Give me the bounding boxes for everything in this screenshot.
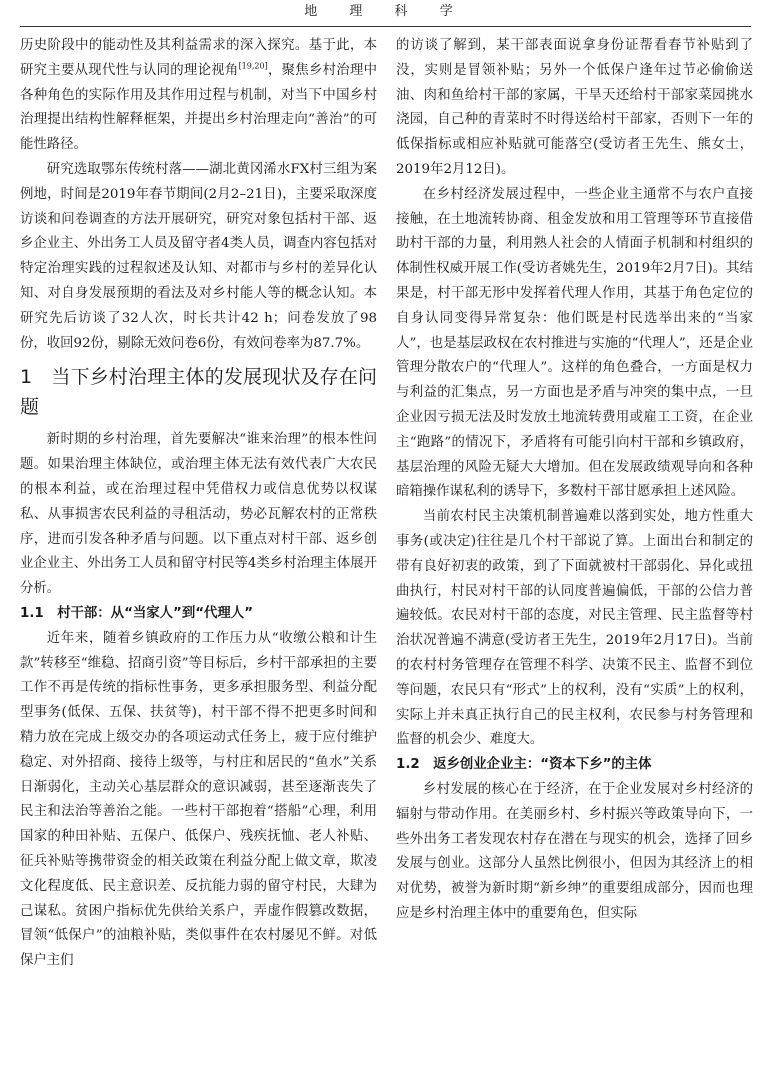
paragraph [20,34,377,158]
journal-title: 地 理 科 学 [304,4,467,19]
subsection-heading: 1.2 返乡创业企业主：“资本下乡”的主体 [396,757,652,773]
paragraph: 当前农村民主决策机制普遍难以落到实处，地方性重大事务(或决定)往往是几个村干部说了算。上面出台和制定的带有良好初衷的政策，到了下面就被村干部弱化、异化或扭曲执行，村民对村干部的认同度普遍偏低，干部的公信力普遍较低。农民对村干部的态度，对民主管理、民主监督等村治状况普遍不满意(受访者王先生，2019年2月17日)。当前的农村村务管理存在管理不科学、决策不民主、监督不到位等问题，农民只有“形式”上的权利，没有“实质”上的权利，实际上并未真正执行自己的民主权利，农民参与村务管理和监督的机会少、难度大。 [396,509,753,748]
running-header [20,0,751,27]
paragraph: 研究选取鄂东传统村落——湖北黄冈浠水FX村三组为案例地，时间是2019年春节期间(2月2–21日)，主要采取深度访谈和问卷调查的方法开展研究，研究对象包括村干部、返乡企业主、外出务工人员及留守者4类人员，调查内容包括对特定治理实践的过程叙述及认知、对都市与乡村的差异化认知、对自身发展预期的看法及对乡村能人等的概念认知。本研究先后访谈了32人次，时长共计42 h；问卷发放了98份，收回92份，剔除无效问卷6份，有效问卷率为87.7%。 [20,161,377,351]
subsection-heading: 1.1 村干部：从“当家人”到“代理人” [20,605,254,621]
left-column [20,34,377,974]
paragraph: 在乡村经济发展过程中，一些企业主通常不与农户直接接触，在土地流转协商、租金发放和用工管理等环节直接借助村干部的力量，利用熟人社会的人情面子机制和村组织的体制性权威开展工作(受访者姚先生，2019年2月7日)。其结果是，村干部无形中发挥着代理人作用，其基于角色定位的自身认同变得异常复杂：他们既是村民选举出来的“当家人”，也是基层政权在农村推进与实施的“代理人”，还是企业管理分散农户的“代理人”。这样的角色叠合，一方面是权力与利益的汇集点，另一方面也是矛盾与冲突的集中点，一旦企业因亏损无法及时发放土地流转费用或雇工工资，在企业主“跑路”的情况下，矛盾将有可能引向村干部和乡镇政府，基层治理的风险无疑大大增加。但在发展政绩观导向和各种暗箱操作谋私利的诱导下，多数村干部甘愿承担上述风险。 [396,186,753,500]
citation: [19,20] [238,61,268,71]
paragraph-text: ，聚焦乡村治理中各种角色的实际作用及其作用过程与机制，对当下中国乡村治理提出结构性解释框架，并提出乡村治理走向“善治”的可能性路径。 [20,62,377,153]
section-heading: 1 当下乡村治理主体的发展现状及存在问题 [20,366,377,419]
paragraph: 乡村发展的核心在于经济，在于企业发展对乡村经济的辐射与带动作用。在美丽乡村、乡村振兴等政策导向下，一些外出务工者发现农村存在潜在与现实的机会，选择了回乡发展与创业。这部分人虽然比例很小，但因为其经济上的相对优势，被誉为新时期“新乡绅”的重要组成部分，因而也理应是乡村治理主体中的重要角色，但实际 [396,781,753,921]
paragraph: 的访谈了解到，某干部表面说拿身份证帮看春节补贴到了没，实则是冒领补贴；另外一个低保户逢年过节必偷偷送油、肉和鱼给村干部的家属，干旱天还给村干部家菜园挑水浇园，自己种的青菜时不时得送给村干部家，否则下一年的低保指标或相应补贴就可能落空(受访者王先生、熊女士，2019年2月12日)。 [396,38,753,177]
paragraph-text: 历史阶段中的能动性及其利益需求的深入探究。基于此，本研究主要从现代性与认同的理论视角 [20,38,377,78]
right-column [396,34,753,927]
paragraph: 近年来，随着乡镇政府的工作压力从“收缴公粮和计生款”转移至“维稳、招商引资”等目标后，乡村干部承担的主要工作不再是传统的指标性事务，更多承担服务型、利益分配型事务(低保、五保、扶贫等)，村干部不得不把更多时间和精力放在完成上级交办的各项运动式任务上，疲于应付维护稳定、对外招商、接待上级等，与村庄和居民的“鱼水”关系日渐弱化，主动关心基层群众的意识减弱，甚至逐渐丧失了民主和法治等善治之能。一些村干部抱着“搭船”心理，利用国家的种田补贴、五保户、低保户、残疾抚恤、老人补贴、征兵补贴等携带资金的相关政策在利益分配上做文章，欺凌文化程度低、民主意识差、反抗能力弱的留守村民，大肆为己谋私。贫困户指标优先供给关系户，弄虚作假篡改数据，冒领“低保户”的油粮补贴，类似事件在农村屡见不鲜。对低保户主们 [20,630,377,969]
paragraph: 新时期的乡村治理，首先要解决“谁来治理”的根本性问题。如果治理主体缺位，或治理主体无法有效代表广大农民的根本利益，或在治理过程中凭借权力或信息优势以权谋私、从事损害农民利益的寻租活动，势必瓦解农村的正常秩序，进而引发各种矛盾与问题。以下重点对村干部、返乡创业企业主、外出务工人员和留守村民等4类乡村治理主体展开分析。 [20,432,377,597]
